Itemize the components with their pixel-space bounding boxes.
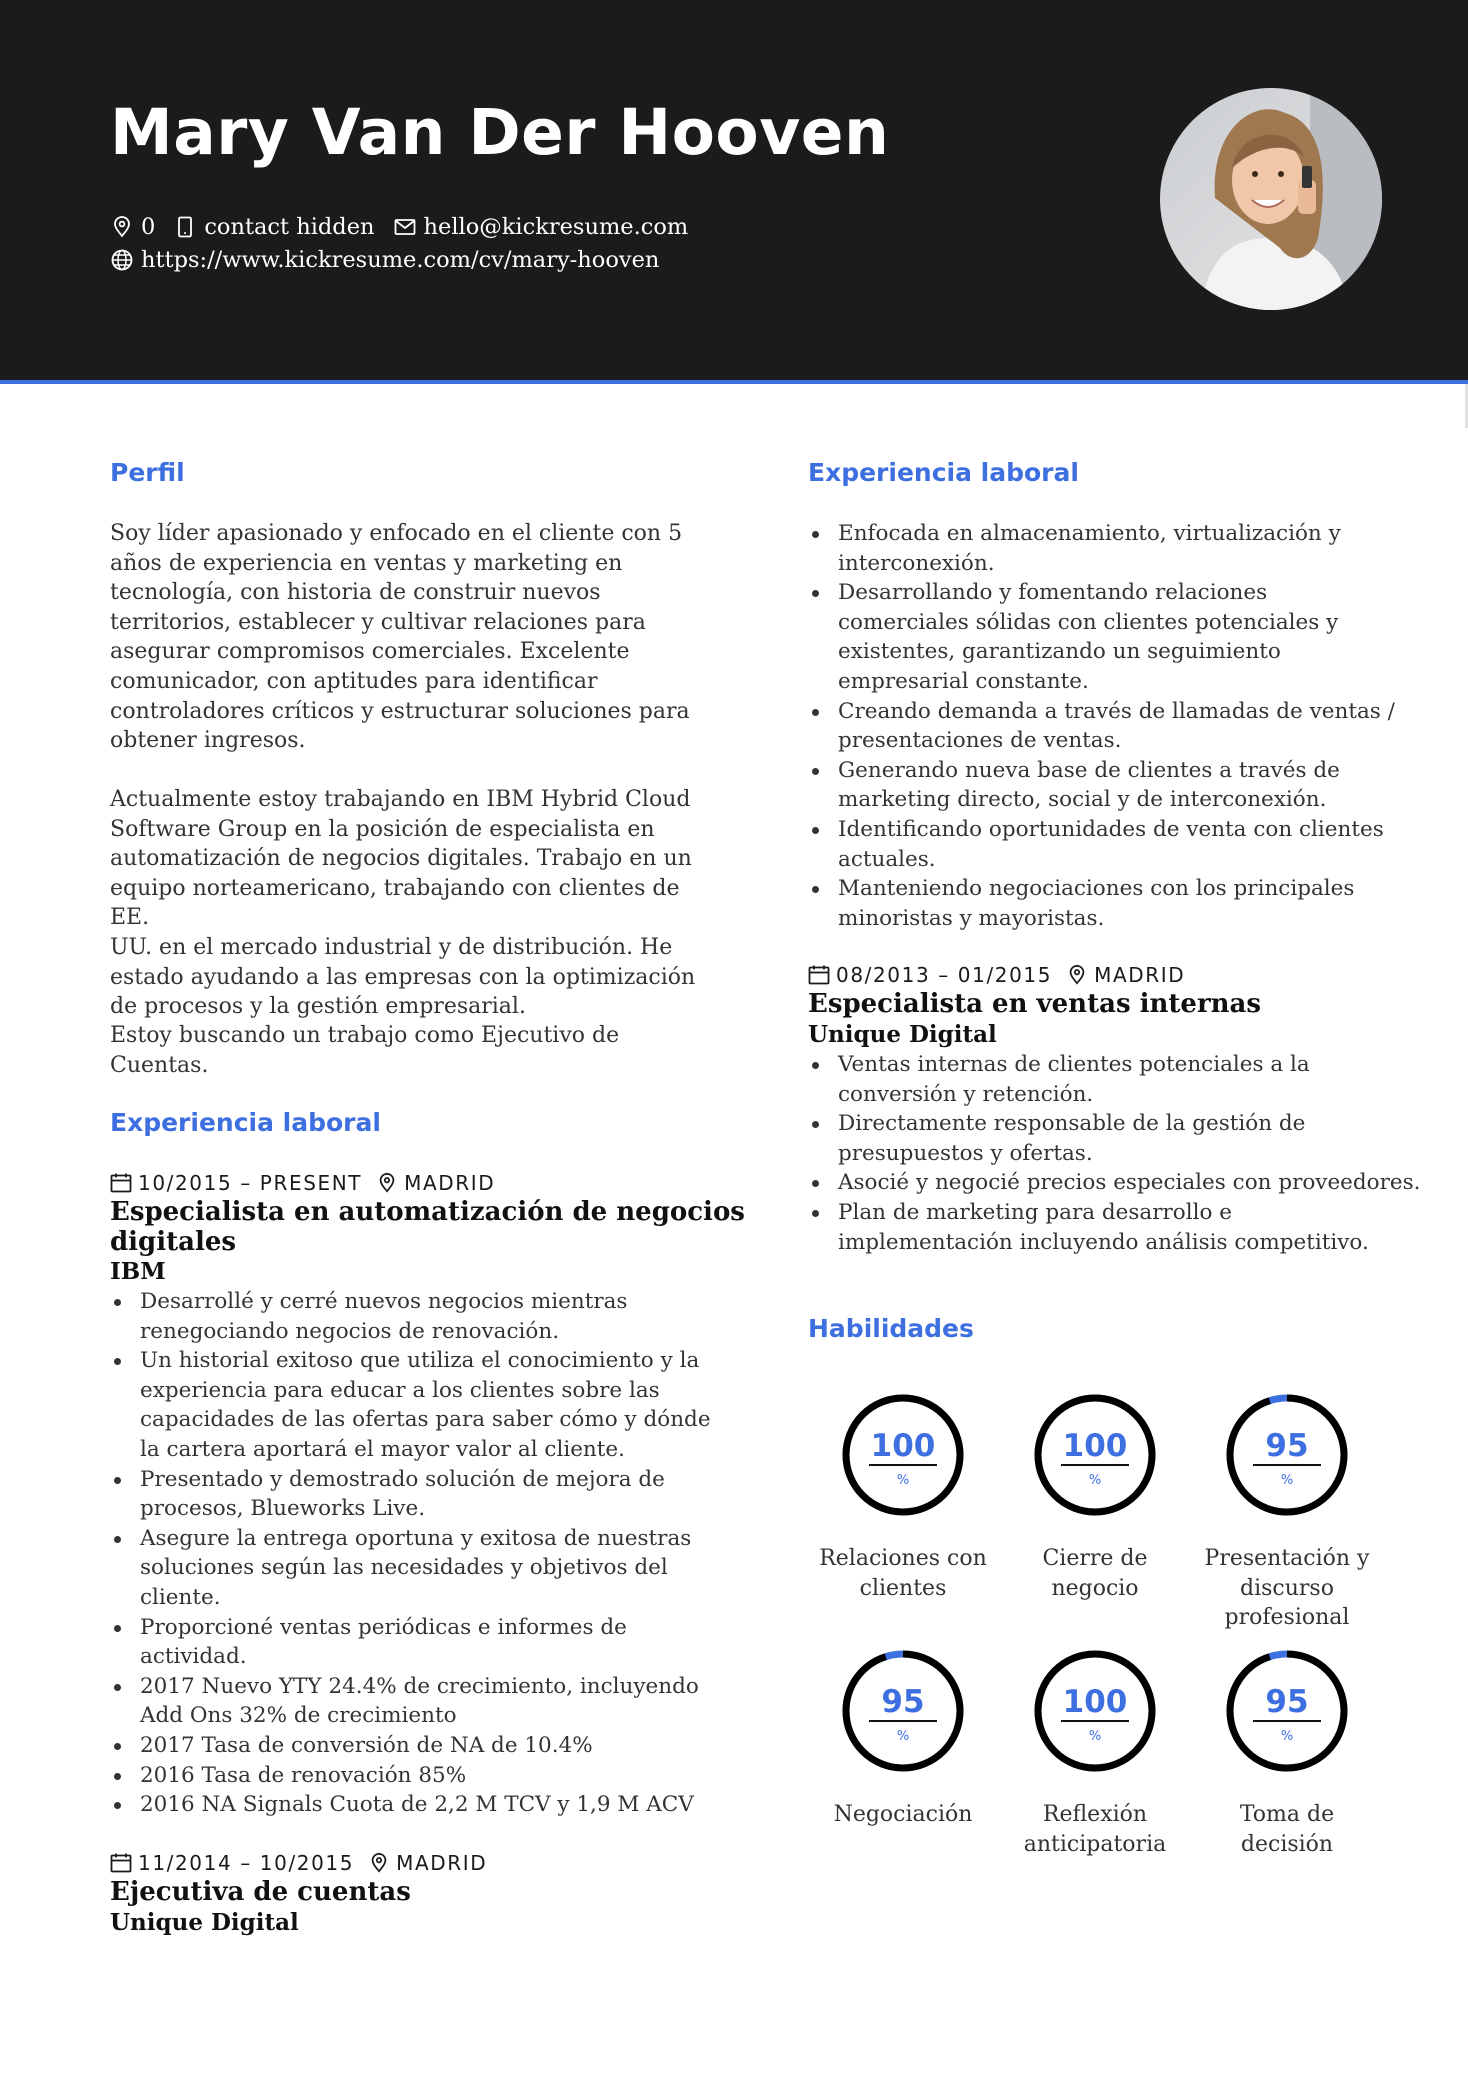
list-item: Directamente responsable de la gestión de presupuestos y ofertas. [808, 1109, 1408, 1168]
skill-gauge [807, 1648, 999, 1830]
skill-gauge [1191, 1392, 1383, 1633]
skill-unit: % [1280, 1473, 1294, 1488]
job-bullets [808, 1050, 1421, 1257]
experience-heading: Experiencia laboral [110, 1108, 381, 1137]
job-title: Especialista en ventas internas [808, 989, 1262, 1019]
job-bullets [808, 519, 1408, 933]
skill-unit: % [896, 1473, 910, 1488]
skill-value: 95 [1265, 1428, 1309, 1464]
envelope-icon [393, 215, 417, 239]
skill-unit: % [1088, 1473, 1102, 1488]
skill-gauge [1191, 1648, 1383, 1859]
contact-phone: contact hidden [204, 214, 375, 240]
skill-ring [840, 1392, 966, 1518]
job-title: Especialista en automatización de negocios digitales [110, 1197, 745, 1257]
job-dates: 11/2014 – 10/2015 [138, 1851, 355, 1875]
job-dates: 10/2015 – PRESENT [138, 1171, 363, 1195]
skill-ring [1224, 1392, 1350, 1518]
skill-value: 100 [1062, 1684, 1128, 1720]
profile-paragraph: Actualmente estoy trabajando en IBM Hybrid Cloud Software Group en la posición de especialista en automatización de negocios digitales. Trabajo en un equipo norteamericano, trabajando con clientes de EE. UU. en el mercado industrial y de distribución. He estado ayudando a las empresas con la optimización de procesos y la gestión empresarial. [110, 787, 696, 1020]
job-meta [808, 962, 1185, 988]
skill-label: Presentación y discurso profesional [1204, 1546, 1370, 1630]
list-item: Proporcioné ventas periódicas e informes de actividad. [110, 1613, 730, 1672]
skill-gauge [999, 1648, 1191, 1859]
skill-gauge [807, 1392, 999, 1603]
skill-unit: % [896, 1729, 910, 1744]
calendar-icon [110, 1852, 132, 1874]
list-item: Ventas internas de clientes potenciales a la conversión y retención. [808, 1050, 1408, 1109]
calendar-icon [110, 1172, 132, 1194]
list-item: 2017 Tasa de conversión de NA de 10.4% [110, 1731, 730, 1761]
list-item: Enfocada en almacenamiento, virtualización y interconexión. [808, 519, 1408, 578]
experience-heading-continued: Experiencia laboral [808, 458, 1079, 487]
contact-row [110, 212, 688, 242]
list-item: Plan de marketing para desarrollo e implementación incluyendo análisis competitivo. [808, 1198, 1408, 1257]
skill-gauge [999, 1392, 1191, 1603]
list-item: Desarrollé y cerré nuevos negocios mientras renegociando negocios de renovación. [110, 1287, 730, 1346]
skill-ring [840, 1648, 966, 1774]
job-company: Unique Digital [808, 1021, 997, 1048]
list-item: Desarrollando y fomentando relaciones comerciales sólidas con clientes potenciales y existentes, garantizando un seguimiento empresarial constante. [808, 578, 1408, 696]
skill-value: 95 [1265, 1684, 1309, 1720]
skill-ring [1224, 1648, 1350, 1774]
skill-label: Reflexión anticipatoria [1023, 1802, 1167, 1857]
profile-paragraph: Estoy buscando un trabajo como Ejecutivo de Cuentas. [110, 1023, 620, 1078]
skill-ring [1032, 1648, 1158, 1774]
candidate-name: Mary Van Der Hooven [110, 96, 890, 169]
contact-website[interactable]: https://www.kickresume.com/cv/mary-hooven [141, 247, 660, 273]
contact-email[interactable]: hello@kickresume.com [423, 214, 689, 240]
skill-label: Toma de decisión [1239, 1802, 1335, 1857]
job-company: IBM [110, 1258, 166, 1285]
profile-paragraph: Soy líder apasionado y enfocado en el cliente con 5 años de experiencia en ventas y marketing en tecnología, con historia de construir nuevos territorios, establecer y cultivar relaciones para asegurar compromisos comerciales. Excelente comunicador, con aptitudes para identificar controladores críticos y estructurar soluciones para obtener ingresos. [110, 521, 690, 754]
skill-unit: % [1088, 1729, 1102, 1744]
list-item: Un historial exitoso que utiliza el conocimiento y la experiencia para educar a los clientes sobre las capacidades de las ofertas para saber cómo y dónde la cartera aportará el mayor valor al cliente. [110, 1346, 730, 1464]
calendar-icon [808, 964, 830, 986]
contact-row-web [110, 245, 659, 275]
skill-value: 100 [1062, 1428, 1128, 1464]
skill-unit: % [1280, 1729, 1294, 1744]
profile-heading: Perfil [110, 458, 185, 487]
job-meta [110, 1170, 495, 1196]
job-company: Unique Digital [110, 1909, 299, 1936]
list-item: Generando nueva base de clientes a través de marketing directo, social y de interconexión. [808, 756, 1408, 815]
list-item: 2017 Nuevo YTY 24.4% de crecimiento, incluyendo Add Ons 32% de crecimiento [110, 1672, 730, 1731]
skill-label: Relaciones con clientes [819, 1546, 987, 1601]
list-item: Manteniendo negociaciones con los principales minoristas y mayoristas. [808, 874, 1408, 933]
list-item: Asegure la entrega oportuna y exitosa de nuestras soluciones según las necesidades y objetivos del cliente. [110, 1524, 730, 1613]
list-item: Creando demanda a través de llamadas de ventas / presentaciones de ventas. [808, 697, 1408, 756]
location-pin-icon [110, 215, 134, 239]
skills-heading: Habilidades [808, 1314, 974, 1343]
job-location: MADRID [404, 1171, 496, 1195]
job-meta [110, 1850, 487, 1876]
globe-icon [110, 248, 134, 272]
job-location: MADRID [1094, 963, 1186, 987]
skill-value: 95 [881, 1684, 925, 1720]
location-pin-icon [1066, 964, 1088, 986]
skill-label: Negociación [833, 1802, 973, 1827]
profile-photo [1160, 88, 1382, 310]
list-item: Presentado y demostrado solución de mejora de procesos, Blueworks Live. [110, 1465, 730, 1524]
job-dates: 08/2013 – 01/2015 [836, 963, 1053, 987]
location-pin-icon [368, 1852, 390, 1874]
list-item: Identificando oportunidades de venta con clientes actuales. [808, 815, 1408, 874]
job-title: Ejecutiva de cuentas [110, 1877, 411, 1907]
list-item: 2016 Tasa de renovación 85% [110, 1761, 730, 1791]
contact-location: 0 [141, 214, 156, 240]
location-pin-icon [376, 1172, 398, 1194]
header-accent-line [0, 380, 1468, 384]
job-bullets [110, 1287, 730, 1820]
list-item: 2016 NA Signals Cuota de 2,2 M TCV y 1,9 M ACV [110, 1790, 730, 1820]
list-item: Asocié y negocié precios especiales con proveedores. [808, 1168, 1408, 1198]
skill-label: Cierre de negocio [1042, 1546, 1148, 1601]
job-location: MADRID [396, 1851, 488, 1875]
skill-ring [1032, 1392, 1158, 1518]
skill-value: 100 [870, 1428, 936, 1464]
phone-icon [173, 215, 197, 239]
